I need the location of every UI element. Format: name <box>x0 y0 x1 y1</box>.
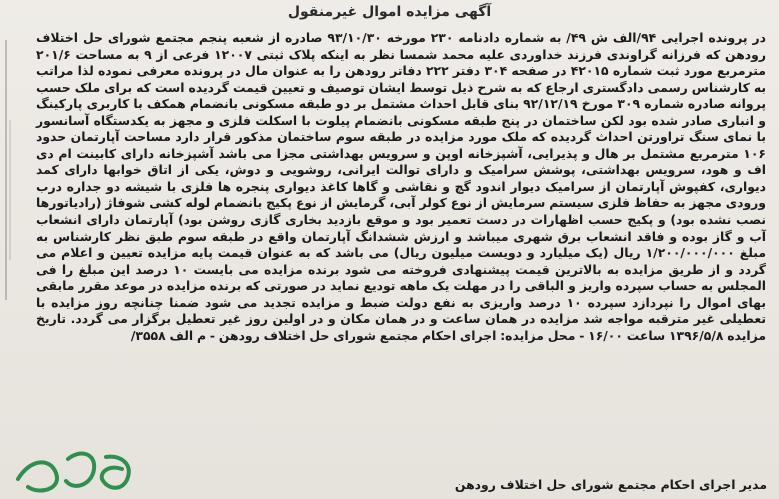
notice-signature: مدیر اجرای احکام مجتمع شورای حل اختلاف رودهن <box>454 477 767 492</box>
clipping-edge-marks <box>0 0 40 499</box>
notice-title: آگهی مزایده اموال غیرمنقول <box>287 4 492 20</box>
notice-body: در پرونده اجرایی ۹۴/الف ش ۴۹/ به شماره دادنامه ۲۳۰ مورخه ۹۳/۱۰/۳۰ صادره از شعبه پنجم مجتمع شورای حل اختلاف رودهن که فرزانه گراوندی فرزند خداوردی علیه محمد شمسا نظر به اینکه پلاک ثبتی ۱۲۰۰۷ فرعی از ۹ به مساحت ۲۰۱/۶ مترمربع مورد ثبت شماره ۴۲۰۱۵ در صفحه ۳۰۴ دفتر ۲۲۲ دفاتر رودهن را به عنوان مال در پرونده معرفی نموده لذا مراتب به کارشناس رسمی دادگستری ارجاع که به شرح ذیل توسط ایشان توصیف و تعیین قیمت گردیده است که برای ملک حسب پروانه صادره شماره ۳۰۹ مورخ ۹۲/۱۲/۱۹ بنای قابل احداث مشتمل بر دو طبقه مسکونی بانضمام همکف با کاربری پارکینگ و انباری صادر شده بود لکن ساختمان در پنج طبقه مسکونی بانضمام پیلوت با اسکلت فلزی و مجهز به یکدستگاه آسانسور با نمای سنگ تراورتن احداث گردیده که ملک مورد مزایده در طبقه سوم ساختمان مذکور قرار دارد مساحت آپارتمان حدود ۱۰۶ مترمربع مشتمل بر هال و پذیرایی، آشپزخانه اوپن و سرویس بهداشتی مجزا می باشد آشپزخانه دارای کابینت ام دی اف و هود، سرویس بهداشتی، پوشش سرامیک و دارای توالت ایرانی، روشویی و دوش، یکی از اتاق خوابها دارای کمد دیواری، کفپوش آپارتمان از سرامیک دیوار اندود گچ و نقاشی و گاها کاغذ دیواری پنجره ها فلزی با شیشه دو جداره درب ورودی مجهز به حفاظ فلزی سیستم سرمایش از نوع کولر آبی، گرمایش از نوع پکیج بانضمام لوله کشی شوفاژ (رادیاتورها نصب نشده بود) و پکیج حسب اظهارات در دست تعمیر بود و موقع بازدید بخاری گازی روشن بود) آپارتمان دارای انشعاب آب و گاز بوده و فاقد انشعاب برق شهری میباشد و ارزش ششدانگ آپارتمان واقع در طبقه سوم طبق نظر کارشناس به مبلغ ۱/۲۰۰/۰۰۰/۰۰۰ ریال (یک میلیارد و دویست میلیون ریال) می باشد که به عنوان قیمت پایه مزایده تعیین و اعلام می گردد و از طریق مزایده به بالاترین قیمت پیشنهادی فروخته می شود برنده مزایده می بایست ۱۰ درصد این مبلغ را فی المجلس به حساب سپرده واریز و الباقی را در مهلت یک ماهه تودیع نماید در صورتی که برنده مزایده در موعد مقرر مابقی بهای اموال را نپردازد سپرده ۱۰ درصد واریزی به نفع دولت ضبط و مزایده تجدید می شود ضمنا چنانچه روز مزایده با تعطیلی غیر مترقبه مواجه شد مزایده در همان ساعت و در همان مکان و در اولین روز غیر تعطیل برگزار می گردد. تاریخ مزایده ۱۳۹۶/۵/۸ ساعت ۱۶/۰۰ - محل مزایده: اجرای احکام مجتمع شورای حل اختلاف رودهن - م الف ۳۵۵۸/ <box>36 30 766 343</box>
handwritten-scrawl-icon <box>10 429 140 499</box>
